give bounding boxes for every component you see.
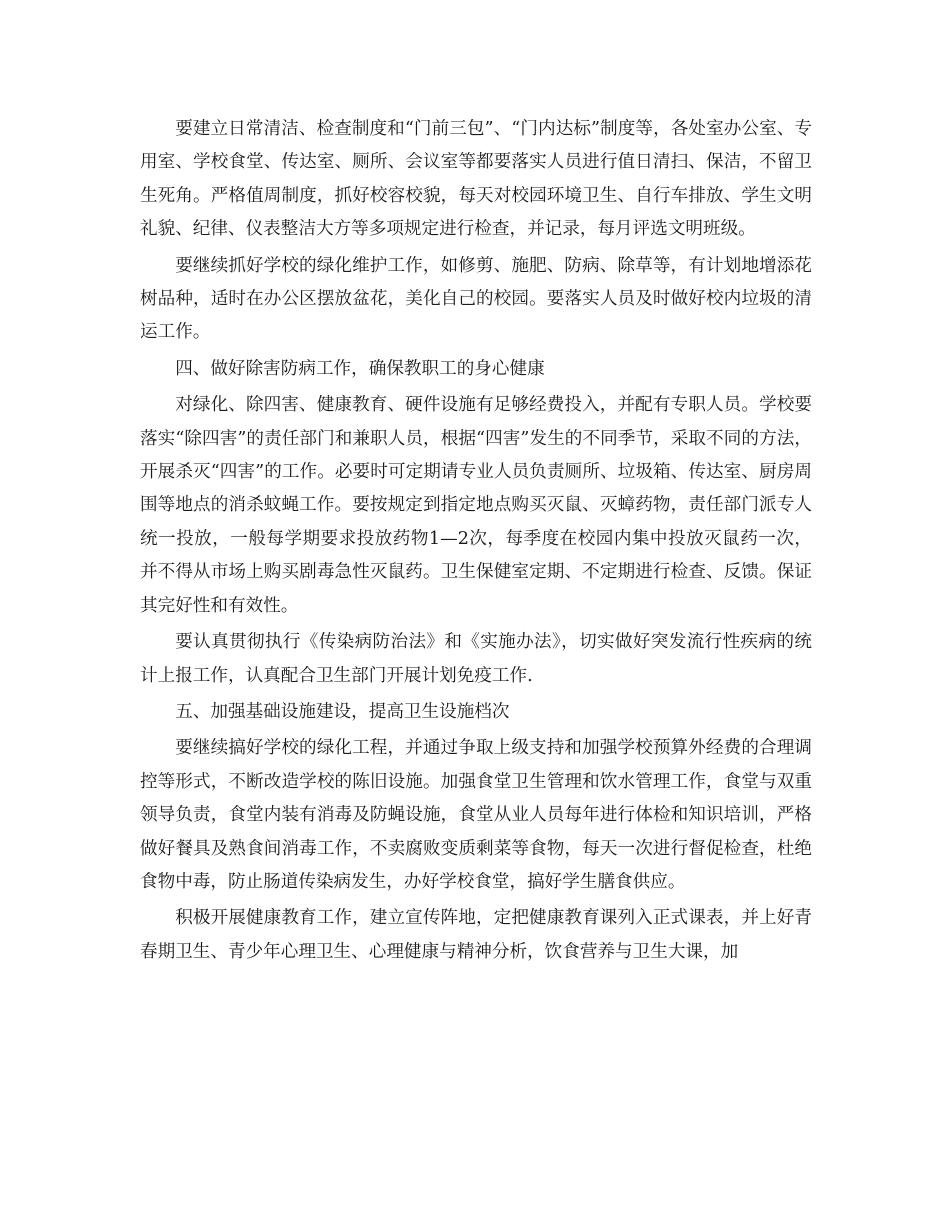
- paragraph-health-education: 积极开展健康教育工作，建立宣传阵地，定把健康教育课列入正式课表，并上好青春期卫生、青少年心理卫生、心理健康与精神分析，饮食营养与卫生大课，加: [140, 908, 812, 962]
- document-body: [140, 113, 812, 969]
- section-heading-infrastructure: 五、加强基础设施建设，提高卫生设施档次: [175, 701, 510, 722]
- paragraph-cleaning-rules: 要建立日常清洁、检查制度和“门前三包”、“门内达标”制度等，各处室办公室、专用室、学校食堂、传达室、厕所、会议室等都要落实人员进行值日清扫、保洁，不留卫生死角。严格值周制度，抓好校容校貌，每天对校园环境卫生、自行车排放、学生文明礼貌、纪律、仪表整洁大方等多项规定进行检查，并记录，每月评选文明班级。: [140, 119, 812, 240]
- paragraph-pest-control: 对绿化、除四害、健康教育、硬件设施有足够经费投入，并配有专职人员。学校要落实“除四害”的责任部门和兼职人员，根据“四害”发生的不同季节，采取不同的方法，开展杀灭“四害”的工作。必要时可定期请专业人员负责厕所、垃圾箱、传达室、厨房周围等地点的消杀蚊蝇工作。要按规定到指定地点购买灭鼠、灭蟑药物，责任部门派专人统一投放，一般每学期要求投放药物1—2次，每季度在校园内集中投放灭鼠药一次，并不得从市场上购买剧毒急性灭鼠药。卫生保健室定期、不定期进行检查、反馈。保证其完好性和有效性。: [140, 395, 812, 616]
- section-heading-pest-control: 四、做好除害防病工作，确保教职工的身心健康: [175, 358, 545, 379]
- paragraph-greening-maintenance: 要继续抓好学校的绿化维护工作，如修剪、施肥、防病、除草等，有计划地增添花树品种，适时在办公区摆放盆花，美化自己的校园。要落实人员及时做好校内垃圾的清运工作。: [140, 255, 812, 343]
- paragraph-infectious-disease: 要认真贯彻执行《传染病防治法》和《实施办法》，切实做好突发流行性疾病的统计上报工作，认真配合卫生部门开展计划免疫工作.: [140, 632, 812, 686]
- paragraph-canteen-management: 要继续搞好学校的绿化工程，并通过争取上级支持和加强学校预算外经费的合理调控等形式，不断改造学校的陈旧设施。加强食堂卫生管理和饮水管理工作，食堂与双重领导负责，食堂内装有消毒及防蝇设施，食堂从业人员每年进行体检和知识培训，严格做好餐具及熟食间消毒工作，不卖腐败变质剩菜等食物，每天一次进行督促检查，杜绝食物中毒，防止肠道传染病发生，办好学校食堂，搞好学生膳食供应。: [140, 738, 812, 892]
